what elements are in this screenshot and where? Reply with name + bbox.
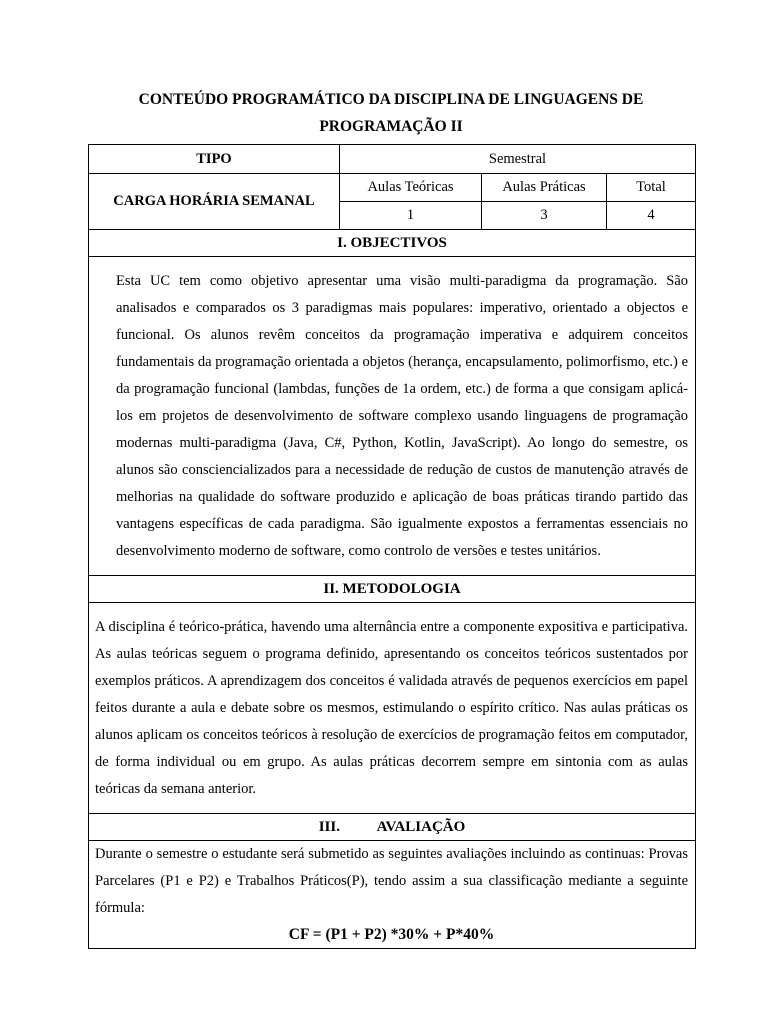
objectivos-text: Esta UC tem como objetivo apresentar uma visão multi-paradigma da programação. São analisados e comparados os 3 paradigmas mais populares: imperativo, orientado a objectos e funcional. Os alunos revêm conceitos da programação imperativa e adquirem conceitos fundamentais da programação orientada a objetos (herança, encapsulamento, polimorfismo, etc.) e da programação funcional (lambdas, funções de 1a ordem, etc.) de forma a que consigam aplicá-los em projetos de desenvolvimento de software complexo usando linguagens de programação modernas multi-paradigma (Java, C#, Python, Kotlin, JavaScript). Ao longo do semestre, os alunos são consciencializados para a necessidade de redução de custos de manutenção através de melhorias na qualidade do software produzido e aplicação de boas práticas tirando partido das vantagens específicas de cada paradigma. São igualmente expostos a ferramentas essenciais no desenvolvimento moderno de software, como controlo de versões e testes unitários. [116, 272, 689, 559]
objectivos-body-row [89, 257, 696, 576]
metodologia-text: A disciplina é teórico-prática, havendo uma alternância entre a componente expositiva e participativa. As aulas teóricas seguem o programa definido, apresentando os conceitos teóricos sustentados por exemplos práticos. A aprendizagem dos conceitos é validada através de pequenos exercícios em papel feitos durante a aula e debate sobre os mesmos, estimulando o espírito crítico. Nas aulas práticas os alunos aplicam os conceitos teóricos à resolução de exercícios de programação feitos em computador, de forma individual ou em grupo. As aulas práticas decorrem sempre em sintonia com as aulas teóricas da semana anterior. [95, 618, 689, 797]
val-aulas-praticas: 3 [482, 202, 607, 230]
avaliacao-body-row [89, 841, 696, 949]
avaliacao-heading: III. AVALIAÇÃO [89, 814, 696, 841]
metodologia-body-row [89, 603, 696, 814]
objectivos-cell [89, 257, 696, 576]
col-total: Total [607, 174, 696, 202]
avaliacao-formula: CF = (P1 + P2) *30% + P*40% [288, 926, 495, 943]
tipo-value: Semestral [340, 145, 696, 174]
col-aulas-teoricas: Aulas Teóricas [340, 174, 482, 202]
avaliacao-cell [89, 841, 696, 949]
objectivos-heading-row [89, 230, 696, 257]
document-title [88, 86, 694, 140]
title-line-1: CONTEÚDO PROGRAMÁTICO DA DISCIPLINA DE LINGUAGENS DE [138, 91, 644, 108]
val-total: 4 [607, 202, 696, 230]
metodologia-heading: II. METODOLOGIA [89, 576, 696, 603]
carga-header-row [89, 174, 696, 202]
title-line-2: PROGRAMAÇÃO II [319, 118, 463, 135]
tipo-row [89, 145, 696, 174]
val-aulas-teoricas: 1 [340, 202, 482, 230]
carga-label: CARGA HORÁRIA SEMANAL [89, 174, 340, 230]
tipo-label: TIPO [89, 145, 340, 174]
syllabus-table [88, 144, 696, 949]
objectivos-heading: I. OBJECTIVOS [89, 230, 696, 257]
col-aulas-praticas: Aulas Práticas [482, 174, 607, 202]
avaliacao-heading-row [89, 814, 696, 841]
avaliacao-text: Durante o semestre o estudante será submetido as seguintes avaliações incluindo as continuas: Provas Parcelares (P1 e P2) e Trabalhos Práticos(P), tendo assim a sua classificação mediante a seguinte fórmula: [95, 846, 689, 916]
metodologia-heading-row [89, 576, 696, 603]
metodologia-cell [89, 603, 696, 814]
